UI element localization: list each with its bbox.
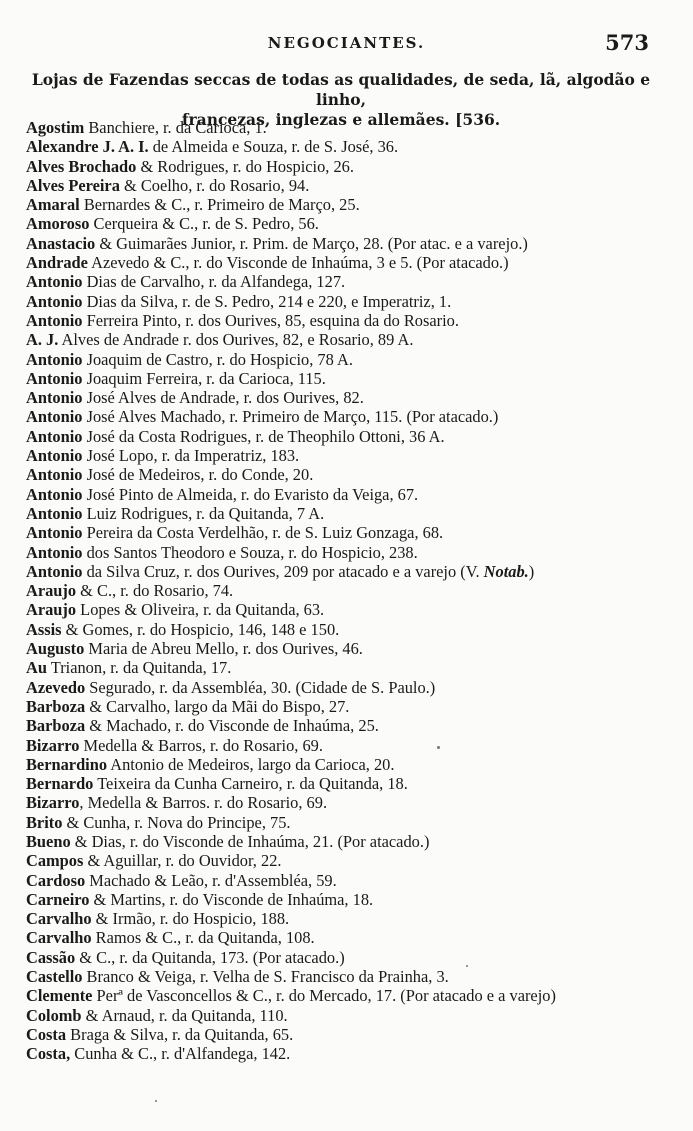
merchant-details: & Gomes, r. do Hospicio, 146, 148 e 150. bbox=[61, 619, 340, 639]
merchant-entry bbox=[26, 465, 666, 484]
merchant-details: da Silva Cruz, r. dos Ourives, 209 por atacado e a varejo (V. bbox=[82, 561, 484, 581]
merchant-details: Medella & Barros, r. do Rosario, 69. bbox=[79, 735, 323, 755]
merchant-entry bbox=[26, 446, 666, 465]
merchant-details: Branco & Veiga, r. Velha de S. Francisco da Prainha, 3. bbox=[82, 967, 449, 987]
merchant-details: Azevedo & C., r. do Visconde de Inhaúma, 3 e 5. (Por atacado.) bbox=[87, 253, 509, 273]
merchant-name: Bizarro bbox=[26, 793, 80, 813]
print-speck bbox=[437, 746, 440, 749]
merchant-details: Ramos & C., r. da Quitanda, 108. bbox=[91, 928, 315, 948]
merchant-details: dos Santos Theodoro e Souza, r. do Hospicio, 238. bbox=[82, 542, 418, 562]
merchant-details: de Almeida e Souza, r. de S. José, 36. bbox=[148, 137, 399, 157]
merchant-name: Antonio bbox=[26, 291, 83, 311]
merchant-entry bbox=[26, 543, 666, 562]
merchant-details: José da Costa Rodrigues, r. de Theophilo Ottoni, 36 A. bbox=[82, 426, 445, 446]
merchant-details: & Guimarães Junior, r. Prim. de Março, 28. (Por atac. e a varejo.) bbox=[95, 233, 528, 253]
merchant-entry bbox=[26, 755, 666, 774]
merchant-details: & Irmão, r. do Hospicio, 188. bbox=[91, 909, 290, 929]
merchant-entry bbox=[26, 716, 666, 735]
merchant-details: Ferreira Pinto, r. dos Ourives, 85, esquina da do Rosario. bbox=[82, 310, 459, 330]
merchant-details: Antonio de Medeiros, largo da Carioca, 20. bbox=[107, 754, 395, 774]
merchant-details: Perª de Vasconcellos & C., r. do Mercado, 17. (Por atacado e a varejo) bbox=[92, 986, 556, 1006]
merchant-name: Campos bbox=[26, 851, 84, 871]
merchant-name: Andrade bbox=[26, 253, 88, 273]
merchant-entry bbox=[26, 832, 666, 851]
merchant-entry bbox=[26, 311, 666, 330]
merchant-entry bbox=[26, 137, 666, 156]
merchant-name: Antonio bbox=[26, 310, 83, 330]
merchant-details: & Dias, r. do Visconde de Inhaúma, 21. (Por atacado.) bbox=[70, 831, 430, 851]
merchant-name: Amaral bbox=[26, 195, 80, 215]
merchant-details: José Pinto de Almeida, r. do Evaristo da Veiga, 67. bbox=[82, 484, 419, 504]
merchant-details: Alves de Andrade r. dos Ourives, 82, e Rosario, 89 A. bbox=[58, 330, 414, 350]
merchant-name: Antonio bbox=[26, 368, 83, 388]
merchant-name: Araujo bbox=[26, 581, 77, 601]
merchant-name: Cardoso bbox=[26, 870, 86, 890]
merchant-details: Segurado, r. da Assembléa, 30. (Cidade de S. Paulo.) bbox=[85, 677, 436, 697]
running-head bbox=[0, 30, 693, 58]
merchant-entry bbox=[26, 986, 666, 1005]
merchant-details: José de Medeiros, r. do Conde, 20. bbox=[82, 465, 314, 485]
merchant-name: Costa, bbox=[26, 1044, 71, 1064]
merchant-name: Antonio bbox=[26, 349, 83, 369]
merchant-details: & Coelho, r. do Rosario, 94. bbox=[119, 175, 310, 195]
merchant-name: Alexandre J. A. I. bbox=[26, 137, 149, 157]
merchant-name: Brito bbox=[26, 812, 63, 832]
merchant-details: José Lopo, r. da Imperatriz, 183. bbox=[82, 446, 300, 466]
merchant-name: Antonio bbox=[26, 542, 83, 562]
merchant-name: Carneiro bbox=[26, 889, 90, 909]
merchant-name: Anastacio bbox=[26, 233, 96, 253]
merchant-name: Antonio bbox=[26, 523, 83, 543]
section-heading-line-1: Lojas de Fazendas seccas de todas as qualidades, de seda, lã, algodão e linho, bbox=[31, 70, 651, 109]
merchant-details: & Cunha, r. Nova do Principe, 75. bbox=[62, 812, 291, 832]
merchant-details: Bernardes & C., r. Primeiro de Março, 25. bbox=[79, 195, 360, 215]
merchant-entry bbox=[26, 967, 666, 986]
merchant-name: Agostim bbox=[26, 118, 85, 137]
merchant-entry bbox=[26, 909, 666, 928]
section-heading-line-2: francezas, inglezas e allemães. [536. bbox=[181, 110, 501, 129]
merchant-entry bbox=[26, 658, 666, 677]
merchant-name: Costa bbox=[26, 1024, 67, 1044]
merchant-details: & Rodrigues, r. do Hospicio, 26. bbox=[136, 156, 354, 176]
merchant-name: Cassão bbox=[26, 947, 76, 967]
merchant-entry bbox=[26, 948, 666, 967]
merchant-name: Antonio bbox=[26, 446, 83, 466]
merchant-details: Braga & Silva, r. da Quitanda, 65. bbox=[66, 1024, 294, 1044]
merchant-entry bbox=[26, 890, 666, 909]
merchant-name: Clemente bbox=[26, 986, 93, 1006]
merchant-name: Carvalho bbox=[26, 909, 92, 929]
merchant-name: Bernardino bbox=[26, 754, 108, 774]
merchant-details: , Medella & Barros. r. do Rosario, 69. bbox=[79, 793, 328, 813]
merchant-name: Barboza bbox=[26, 696, 86, 716]
merchant-entry bbox=[26, 330, 666, 349]
merchant-name: Antonio bbox=[26, 407, 83, 427]
merchant-name: Colomb bbox=[26, 1005, 82, 1025]
merchant-entry bbox=[26, 118, 666, 137]
merchant-entry bbox=[26, 793, 666, 812]
merchant-entry bbox=[26, 928, 666, 947]
merchant-entry bbox=[26, 253, 666, 272]
merchant-name: Castello bbox=[26, 967, 83, 987]
print-speck bbox=[155, 1100, 157, 1102]
merchant-entry bbox=[26, 620, 666, 639]
merchant-name: Antonio bbox=[26, 503, 83, 523]
merchant-entry bbox=[26, 523, 666, 542]
merchant-details: Joaquim Ferreira, r. da Carioca, 115. bbox=[82, 368, 326, 388]
page-number: 573 bbox=[605, 30, 649, 55]
merchant-name: Augusto bbox=[26, 639, 85, 659]
merchant-entry bbox=[26, 369, 666, 388]
merchant-entry bbox=[26, 485, 666, 504]
merchant-name: Antonio bbox=[26, 272, 83, 292]
merchant-details: Lopes & Oliveira, r. da Quitanda, 63. bbox=[76, 600, 325, 620]
merchant-list bbox=[26, 118, 666, 1064]
merchant-name: Au bbox=[26, 658, 47, 678]
merchant-name: Bueno bbox=[26, 831, 71, 851]
merchant-details: & C., r. da Quitanda, 173. (Por atacado.) bbox=[75, 947, 345, 967]
merchant-details: & Machado, r. do Visconde de Inhaúma, 25. bbox=[85, 716, 379, 736]
print-speck bbox=[466, 965, 468, 967]
running-title: NEGOCIANTES. bbox=[267, 34, 426, 52]
merchant-entry bbox=[26, 774, 666, 793]
merchant-name: Amoroso bbox=[26, 214, 90, 234]
merchant-entry bbox=[26, 678, 666, 697]
merchant-details: Dias da Silva, r. de S. Pedro, 214 e 220, e Imperatriz, 1. bbox=[82, 291, 452, 311]
merchant-entry bbox=[26, 871, 666, 890]
merchant-entry bbox=[26, 272, 666, 291]
merchant-details: Trianon, r. da Quitanda, 17. bbox=[46, 658, 232, 678]
merchant-details: José Alves de Andrade, r. dos Ourives, 82. bbox=[82, 388, 364, 408]
merchant-entry bbox=[26, 736, 666, 755]
merchant-entry bbox=[26, 157, 666, 176]
merchant-name: Alves Brochado bbox=[26, 156, 137, 176]
merchant-entry bbox=[26, 851, 666, 870]
merchant-entry bbox=[26, 427, 666, 446]
merchant-entry bbox=[26, 350, 666, 369]
merchant-details: Pereira da Costa Verdelhão, r. de S. Luiz Gonzaga, 68. bbox=[82, 523, 444, 543]
merchant-entry bbox=[26, 407, 666, 426]
merchant-name: Carvalho bbox=[26, 928, 92, 948]
merchant-details: Joaquim de Castro, r. do Hospicio, 78 A. bbox=[82, 349, 353, 369]
merchant-details: & Arnaud, r. da Quitanda, 110. bbox=[81, 1005, 288, 1025]
merchant-entry bbox=[26, 600, 666, 619]
merchant-name: A. J. bbox=[26, 330, 59, 350]
merchant-details: & C., r. do Rosario, 74. bbox=[76, 581, 234, 601]
merchant-details: & Aguillar, r. do Ouvidor, 22. bbox=[83, 851, 282, 871]
merchant-details: Cerqueira & C., r. de S. Pedro, 56. bbox=[89, 214, 319, 234]
merchant-entry bbox=[26, 195, 666, 214]
merchant-entry bbox=[26, 504, 666, 523]
merchant-details: Banchiere, r. da Carioca, 1. bbox=[84, 118, 267, 137]
merchant-name: Antonio bbox=[26, 465, 83, 485]
merchant-name: Bernardo bbox=[26, 774, 94, 794]
merchant-name: Azevedo bbox=[26, 677, 86, 697]
merchant-entry bbox=[26, 292, 666, 311]
merchant-name: Antonio bbox=[26, 561, 83, 581]
merchant-entry bbox=[26, 813, 666, 832]
merchant-name: Assis bbox=[26, 619, 62, 639]
merchant-details: & Carvalho, largo da Mãi do Bispo, 27. bbox=[85, 696, 350, 716]
merchant-entry bbox=[26, 562, 666, 581]
merchant-details: José Alves Machado, r. Primeiro de Março, 115. (Por atacado.) bbox=[82, 407, 499, 427]
merchant-details: Machado & Leão, r. d'Assembléa, 59. bbox=[85, 870, 337, 890]
merchant-name: Antonio bbox=[26, 484, 83, 504]
merchant-entry bbox=[26, 639, 666, 658]
merchant-details: Luiz Rodrigues, r. da Quitanda, 7 A. bbox=[82, 503, 325, 523]
merchant-entry bbox=[26, 581, 666, 600]
merchant-details: Dias de Carvalho, r. da Alfandega, 127. bbox=[82, 272, 346, 292]
merchant-details: Teixeira da Cunha Carneiro, r. da Quitanda, 18. bbox=[93, 774, 408, 794]
merchant-entry bbox=[26, 176, 666, 195]
merchant-entry bbox=[26, 1044, 666, 1063]
merchant-note: Notab. bbox=[483, 561, 529, 581]
merchant-name: Bizarro bbox=[26, 735, 80, 755]
merchant-name: Alves Pereira bbox=[26, 175, 120, 195]
merchant-entry bbox=[26, 1025, 666, 1044]
merchant-entry bbox=[26, 234, 666, 253]
merchant-name: Antonio bbox=[26, 426, 83, 446]
merchant-details: & Martins, r. do Visconde de Inhaúma, 18. bbox=[89, 889, 374, 909]
merchant-entry bbox=[26, 388, 666, 407]
merchant-name: Barboza bbox=[26, 716, 86, 736]
merchant-entry bbox=[26, 214, 666, 233]
merchant-note-close: ) bbox=[528, 561, 535, 581]
merchant-name: Araujo bbox=[26, 600, 77, 620]
merchant-details: Cunha & C., r. d'Alfandega, 142. bbox=[70, 1044, 291, 1064]
merchant-entry bbox=[26, 697, 666, 716]
merchant-name: Antonio bbox=[26, 388, 83, 408]
merchant-entry bbox=[26, 1006, 666, 1025]
merchant-details: Maria de Abreu Mello, r. dos Ourives, 46. bbox=[84, 639, 363, 659]
